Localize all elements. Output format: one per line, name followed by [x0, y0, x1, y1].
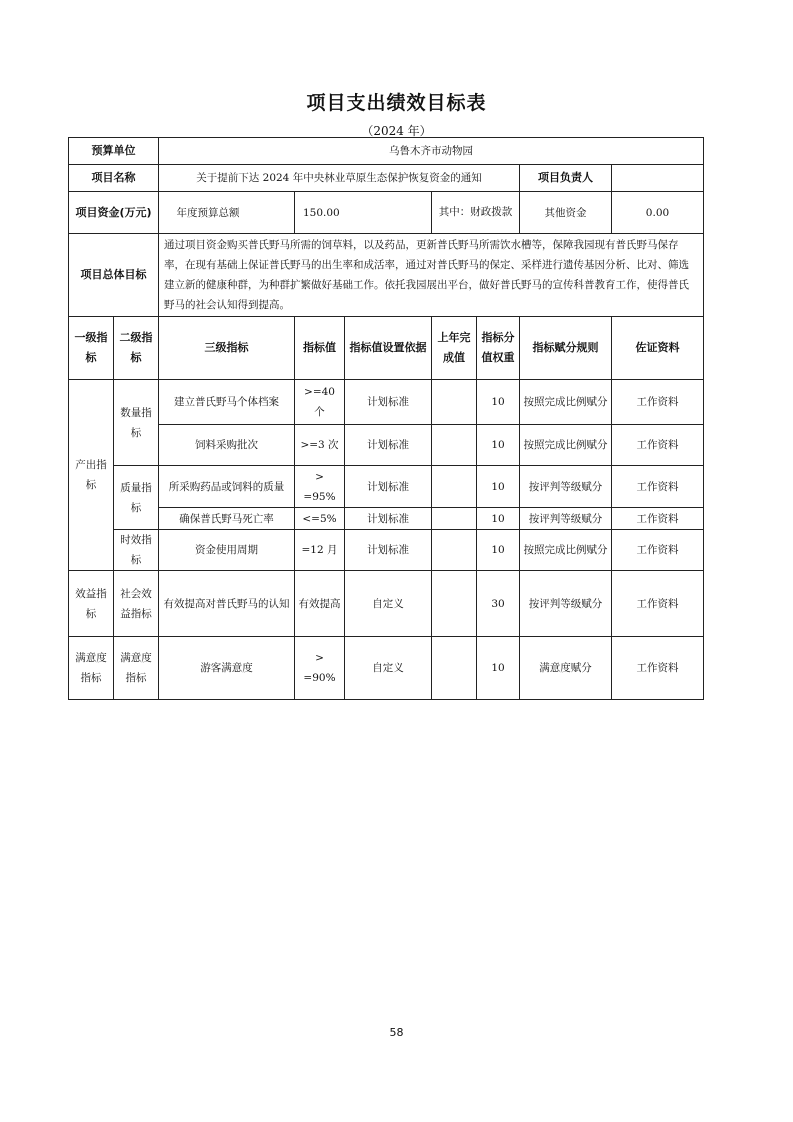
row-last — [432, 508, 477, 530]
row-basis: 自定义 — [345, 637, 432, 700]
col-rule: 指标赋分规则 — [520, 317, 612, 380]
row-evidence: 工作资料 — [612, 380, 704, 425]
goal-row — [69, 234, 704, 317]
row-basis: 计划标准 — [345, 466, 432, 508]
row-evidence: 工作资料 — [612, 508, 704, 530]
budget-unit-value: 乌鲁木齐市动物园 — [159, 138, 704, 165]
row-level3: 游客满意度 — [159, 637, 295, 700]
project-name-label: 项目名称 — [69, 165, 159, 192]
row-rule: 按评判等级赋分 — [520, 571, 612, 637]
row-value: =12 月 — [295, 530, 345, 571]
row-last — [432, 637, 477, 700]
row-basis: 自定义 — [345, 571, 432, 637]
group-quality: 质量指标 — [114, 466, 159, 530]
row-value: > =90% — [295, 637, 345, 700]
table-row — [69, 380, 704, 425]
table-row — [69, 425, 704, 466]
row-evidence: 工作资料 — [612, 637, 704, 700]
row-basis: 计划标准 — [345, 530, 432, 571]
row-rule: 按评判等级赋分 — [520, 508, 612, 530]
project-leader-label: 项目负责人 — [520, 165, 612, 192]
project-name-value: 关于提前下达 2024 年中央林业草原生态保护恢复资金的通知 — [159, 165, 520, 192]
group-quantity: 数量指标 — [114, 380, 159, 466]
group-output: 产出指标 — [69, 380, 114, 571]
col-value: 指标值 — [295, 317, 345, 380]
row-level3: 资金使用周期 — [159, 530, 295, 571]
group-benefit: 效益指标 — [69, 571, 114, 637]
col-level1: 一级指标 — [69, 317, 114, 380]
table-row — [69, 530, 704, 571]
row-last — [432, 571, 477, 637]
row-last — [432, 425, 477, 466]
annual-budget-label: 年度预算总额 — [159, 192, 295, 234]
goal-text: 通过项目资金购买普氏野马所需的饲草料，以及药品，更新普氏野马所需饮水槽等，保障我园现有普氏野马保存率，在现有基础上保证普氏野马的出生率和成活率，通过对普氏野马的保定、采样进行遗传基因分析、比对、筛选建立新的健康种群，为种群扩繁做好基础工作。依托我园展出平台，做好普氏野马的宣传科普教育工作，使得普氏野马的社会认知得到提高。 — [159, 234, 704, 317]
table-row — [69, 571, 704, 637]
group-satisfaction-sub: 满意度指标 — [114, 637, 159, 700]
col-last-year: 上年完成值 — [432, 317, 477, 380]
group-social-benefit: 社会效益指标 — [114, 571, 159, 637]
row-weight: 10 — [477, 466, 520, 508]
page-title: 项目支出绩效目标表 — [306, 92, 487, 114]
row-rule: 按照完成比例赋分 — [520, 380, 612, 425]
fiscal-label: 其中：财政拨款 — [432, 192, 520, 234]
col-level2: 二级指标 — [114, 317, 159, 380]
budget-unit-row — [69, 138, 704, 165]
row-level3: 有效提高对普氏野马的认知 — [159, 571, 295, 637]
row-weight: 10 — [477, 508, 520, 530]
row-last — [432, 466, 477, 508]
row-evidence: 工作资料 — [612, 571, 704, 637]
row-basis: 计划标准 — [345, 380, 432, 425]
other-funds-label: 其他资金 — [520, 192, 612, 234]
row-value: >=40 个 — [295, 380, 345, 425]
table-row — [69, 466, 704, 508]
annual-budget-value: 150.00 — [295, 192, 432, 234]
row-weight: 10 — [477, 637, 520, 700]
row-value: 有效提高 — [295, 571, 345, 637]
budget-unit-label: 预算单位 — [69, 138, 159, 165]
row-weight: 10 — [477, 425, 520, 466]
row-level3: 建立普氏野马个体档案 — [159, 380, 295, 425]
row-weight: 10 — [477, 530, 520, 571]
col-basis: 指标值设置依据 — [345, 317, 432, 380]
performance-table — [68, 137, 704, 700]
row-basis: 计划标准 — [345, 508, 432, 530]
project-name-row — [69, 165, 704, 192]
row-level3: 所采购药品或饲料的质量 — [159, 466, 295, 508]
project-leader-value — [612, 165, 704, 192]
row-rule: 按照完成比例赋分 — [520, 425, 612, 466]
col-weight: 指标分值权重 — [477, 317, 520, 380]
column-header-row — [69, 317, 704, 380]
table-row — [69, 637, 704, 700]
col-level3: 三级指标 — [159, 317, 295, 380]
row-value: <=5% — [295, 508, 345, 530]
row-weight: 10 — [477, 380, 520, 425]
row-value: > =95% — [295, 466, 345, 508]
row-evidence: 工作资料 — [612, 530, 704, 571]
year-label: （2024 年） — [361, 124, 432, 138]
row-level3: 确保普氏野马死亡率 — [159, 508, 295, 530]
row-value: >=3 次 — [295, 425, 345, 466]
table-row — [69, 508, 704, 530]
row-basis: 计划标准 — [345, 425, 432, 466]
page-number: 58 — [389, 1026, 404, 1039]
row-rule: 按照完成比例赋分 — [520, 530, 612, 571]
funds-row — [69, 192, 704, 234]
row-level3: 饲料采购批次 — [159, 425, 295, 466]
row-last — [432, 530, 477, 571]
row-weight: 30 — [477, 571, 520, 637]
row-evidence: 工作资料 — [612, 466, 704, 508]
other-funds-value: 0.00 — [612, 192, 704, 234]
row-last — [432, 380, 477, 425]
col-evidence: 佐证资料 — [612, 317, 704, 380]
row-evidence: 工作资料 — [612, 425, 704, 466]
group-timeliness: 时效指标 — [114, 530, 159, 571]
goal-label: 项目总体目标 — [69, 234, 159, 317]
funds-label: 项目资金(万元) — [69, 192, 159, 234]
row-rule: 满意度赋分 — [520, 637, 612, 700]
row-rule: 按评判等级赋分 — [520, 466, 612, 508]
group-satisfaction: 满意度指标 — [69, 637, 114, 700]
